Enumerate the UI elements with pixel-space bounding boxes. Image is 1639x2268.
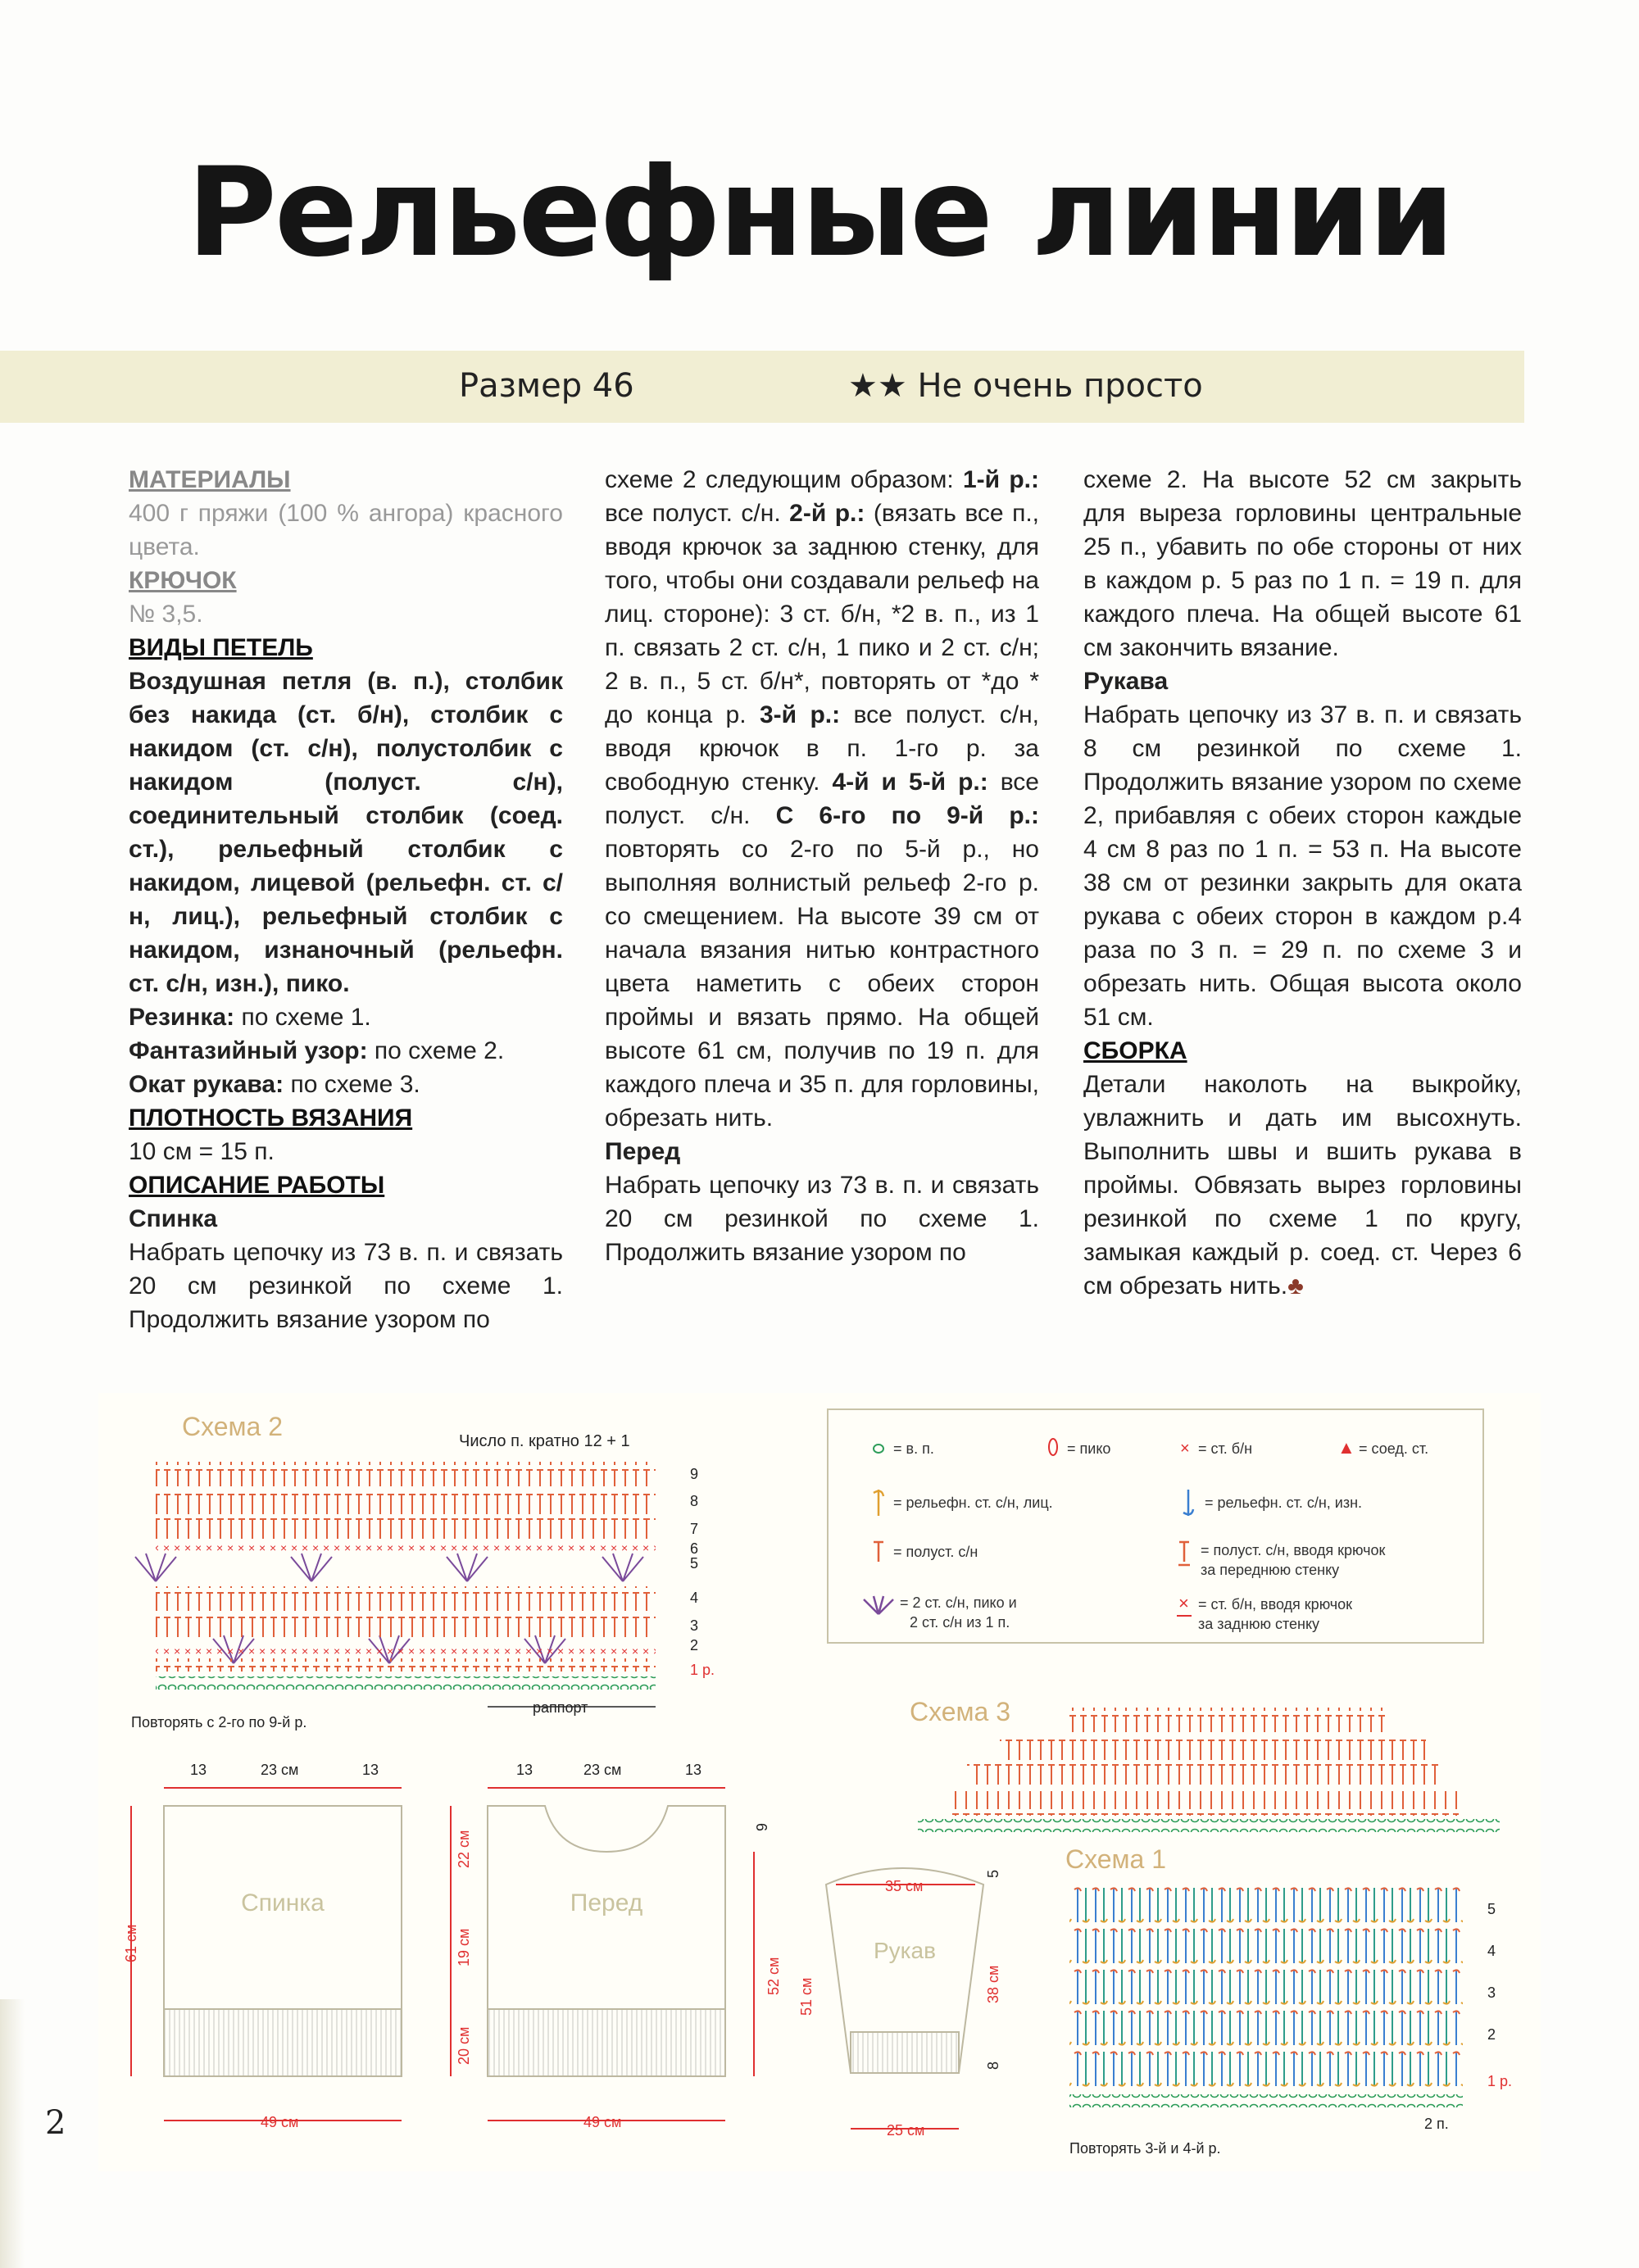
scheme-2-row-4: [156, 1586, 656, 1611]
scheme-1-chart: [1069, 1885, 1463, 2089]
diagrams-area: [98, 1393, 1541, 2171]
dimension-label: 13: [685, 1762, 702, 1778]
front-cont-text: схеме 2. На высоте 52 см закрыть для выреза горловины центральные 25 п., убавить по обе стороны от них в каждом р. 5 раз по 1 п. = 19 п. для каждого плеча. На общей высоте 61 см закончить вязание.: [1083, 466, 1522, 661]
scheme-2-row-6: [156, 1545, 656, 1560]
row-number: 5: [1487, 1901, 1496, 1917]
gauge-text: 10 см = 15 п.: [129, 1138, 275, 1165]
legend-bp: = рельефн. ст. с/н, изн.: [1205, 1495, 1363, 1511]
assembly-body: Детали наколоть на выкройку, увлажнить и дать им высохнуть. Выполнить швы и вшить рукава в проймы. Обвязать вырез горловины резинкой по схеме 1 по кругу, замыкая каждый р. соед. ст. Через 6 см обрезать нить.: [1083, 1071, 1522, 1300]
back-name: Спинка: [241, 1889, 325, 1916]
front-h20: 20 см: [456, 2026, 472, 2065]
scheme-1-note: 2 п.: [1424, 2116, 1449, 2132]
description-heading: ОПИСАНИЕ РАБОТЫ: [129, 1172, 385, 1199]
legend-shell-2: 2 ст. с/н из 1 п.: [910, 1614, 1010, 1631]
difficulty-text: Не очень просто: [917, 367, 1203, 405]
legend-chain: = в. п.: [893, 1440, 934, 1457]
slst-icon: ▲: [1337, 1437, 1355, 1458]
scheme-2-row-2: [156, 1642, 656, 1657]
info-band: [0, 351, 1524, 423]
sleeves-text: Набрать цепочку из 37 в. п. и связать 8 см резинкой по схеме 1. Продолжить вязание узором по схеме 2, прибавляя с обеих сторон каждые 4 см 8 раз по 1 п. = 53 п. На высоте 38 см от резинки закрыть для оката рукава с обеих сторон в каждом р.4 раза по 3 п. = 29 п. по схеме 3 и обрезать нить. Общая высота около 51 см.: [1083, 701, 1522, 1031]
row-label: С 6-го по 9-й р.:: [775, 802, 1039, 829]
text-run: все полуст. с/н.: [605, 769, 1039, 829]
page-number: 2: [45, 2104, 66, 2142]
scheme-2-row-7: [156, 1517, 656, 1542]
scheme-2-row-9: [156, 1462, 656, 1486]
hook-text: № 3,5.: [129, 601, 203, 628]
row-number: 2: [690, 1637, 699, 1653]
row-number: 5: [690, 1555, 699, 1572]
front-width: 49 см: [583, 2114, 622, 2130]
legend-hdc-front: = полуст. с/н, вводя крючок: [1201, 1542, 1386, 1558]
front-neck: 9: [754, 1822, 770, 1831]
legend-sc-back-2: за заднюю стенку: [1198, 1616, 1320, 1632]
gauge-heading: ПЛОТНОСТЬ ВЯЗАНИЯ: [129, 1105, 413, 1132]
front-piece: [451, 1762, 782, 2130]
front-name: Перед: [570, 1889, 643, 1916]
scheme-1-chain: [1069, 2094, 1463, 2107]
legend-sc: = ст. б/н: [1198, 1440, 1253, 1457]
stitches-text: Воздушная петля (в. п.), столбик без накида (ст. б/н), столбик с накидом (ст. с/н), полустолбик с накидом (полуст. с/н), соединительный столбик (соед. ст.), рельефный столбик с накидом, лицевой (рельефн. ст. с/н, лиц.), рельефный столбик с накидом, изнаночный (рельефн. ст. с/н, изн.), пико.: [129, 668, 563, 997]
sc-back-loop-icon: ×: [1178, 1593, 1189, 1613]
front-h22: 22 см: [456, 1830, 472, 1868]
sleeve-cap-text: по схеме 3.: [284, 1071, 420, 1098]
row-number: 7: [690, 1521, 699, 1537]
rapport-label: раппорт: [533, 1699, 588, 1716]
fancy-line: [129, 1034, 563, 1068]
scheme-2-foundation-chain: [156, 1676, 656, 1690]
dimension-label: 23 см: [583, 1762, 622, 1778]
rib-text: по схеме 1.: [234, 1004, 371, 1031]
sleeve-h51: 51 см: [798, 1977, 815, 2016]
sleeve-piece: [798, 1868, 1001, 2139]
scheme-2-multiple: Число п. кратно 12 + 1: [459, 1432, 630, 1450]
scheme-3-title: Схема 3: [910, 1697, 1011, 1726]
text-run: повторять со 2-го по 5-й р., но выполняя волнистый рельеф 2-го р. со смещением. На высоте 39 см от начала вязания нитью контрастного цвета наметить с обеих сторон проймы и вязать прямо. На общей высоте 61 см, получив по 19 п. для каждого плеча и 35 п. для горловины, обрезать нить.: [605, 836, 1039, 1132]
row-number: 1 р.: [690, 1662, 715, 1678]
scheme-2-title: Схема 2: [182, 1412, 284, 1441]
sleeve-h8: 8: [985, 2061, 1001, 2070]
dimension-label: 13: [190, 1762, 207, 1778]
row-number: 8: [690, 1493, 699, 1509]
binding-shadow: [0, 1999, 25, 2268]
scheme-1-row-numbers: [1487, 1901, 1512, 2089]
difficulty-label: [848, 367, 1203, 405]
end-mark-icon: ♣: [1287, 1272, 1304, 1300]
sleeve-width: 25 см: [887, 2122, 925, 2139]
scheme-2-row-8: [156, 1490, 656, 1514]
sleeve-cap: 5: [985, 1869, 1001, 1878]
dimension-label: 13: [362, 1762, 379, 1778]
dimension-label: 23 см: [261, 1762, 299, 1778]
scheme-2-row-1: [156, 1658, 656, 1672]
text-column-2: [605, 463, 1039, 1269]
assembly-heading: СБОРКА: [1083, 1037, 1187, 1064]
scheme-1-repeat: Повторять 3-й и 4-й р.: [1069, 2140, 1221, 2157]
front-text: Набрать цепочку из 73 в. п. и связать 20 см резинкой по схеме 1. Продолжить вязание узором по: [605, 1172, 1039, 1266]
back-width: 49 см: [261, 2114, 299, 2130]
text-run: (вязать все п., вводя крючок за заднюю стенку, для того, чтобы они создавали рельеф на лиц. стороне): 3 ст. б/н, *2 в. п., из 1 п. связать 2 ст. с/н, 1 пико и 2 ст. с/н; 2 в. п., 5 ст. б/н*, повторять от *до * до конца р.: [605, 500, 1039, 728]
fancy-label: Фантазийный узор:: [129, 1037, 368, 1064]
scheme-2-repeat-note: Повторять с 2-го по 9-й р.: [131, 1714, 307, 1730]
sleeve-h38: 38 см: [985, 1965, 1001, 2003]
sleeve-h52: 52 см: [765, 1957, 782, 1995]
text-run: все полуст. с/н, вводя крючок в п. 1-го р. за свободную стенку.: [605, 701, 1040, 796]
front-h19: 19 см: [456, 1928, 472, 1966]
scheme-1-title: Схема 1: [1065, 1844, 1167, 1874]
sleeves-heading: Рукава: [1083, 668, 1169, 695]
hook-heading: КРЮЧОК: [129, 567, 237, 594]
sleeve-cap-label: Окат рукава:: [129, 1071, 284, 1098]
difficulty-stars: ★★: [848, 367, 907, 405]
row-number: 2: [1487, 2026, 1496, 2043]
scheme-2-row-3: [156, 1614, 656, 1639]
text-run: схеме 2 следующим образом:: [605, 466, 963, 493]
row-number: 9: [690, 1466, 699, 1482]
row-number: 3: [1487, 1984, 1496, 2001]
row-label: 2-й р.:: [789, 500, 865, 527]
row-label: 3-й р.:: [759, 701, 841, 728]
sleeve-cap-line: [129, 1068, 563, 1101]
text-run: все полуст. с/н.: [605, 500, 790, 527]
page-title: Рельефные линии: [187, 142, 1452, 284]
front-heading: Перед: [605, 1138, 681, 1165]
back-heading: Спинка: [129, 1205, 218, 1232]
sc-icon: ×: [1180, 1440, 1190, 1458]
row-number: 3: [690, 1617, 699, 1634]
legend-sc-back: = ст. б/н, вводя крючок: [1198, 1596, 1353, 1613]
row-label: 4-й и 5-й р.:: [832, 769, 988, 796]
pattern-rows-text: [605, 463, 1039, 1135]
sleeve-top: 35 см: [885, 1878, 924, 1894]
text-column-3: [1083, 463, 1522, 1303]
rib-label: Резинка:: [129, 1004, 235, 1031]
legend-shell-1: = 2 ст. с/н, пико и: [900, 1594, 1017, 1611]
materials-text: 400 г пряжи (100 % ангора) красного цвета.: [129, 500, 563, 560]
legend-hdc-front-2: за переднюю стенку: [1201, 1562, 1340, 1578]
dimension-label: 13: [516, 1762, 533, 1778]
scheme-2-row-numbers: [690, 1466, 715, 1678]
stitches-heading: ВИДЫ ПЕТЕЛЬ: [129, 634, 313, 661]
text-column-1: [129, 463, 563, 1336]
fancy-text: по схеме 2.: [367, 1037, 505, 1064]
legend-hdc: = полуст. с/н: [893, 1544, 978, 1560]
rib-line: [129, 1000, 563, 1034]
sleeve-name: Рукав: [874, 1938, 936, 1963]
back-piece: [123, 1762, 402, 2130]
row-number: 6: [690, 1540, 699, 1557]
materials-heading: МАТЕРИАЛЫ: [129, 466, 291, 493]
legend-picot: = пико: [1067, 1440, 1111, 1457]
back-height: 61 см: [123, 1924, 139, 1962]
row-number: 4: [1487, 1943, 1496, 1959]
row-number: 4: [690, 1590, 699, 1606]
legend-slst: = соед. ст.: [1359, 1440, 1429, 1457]
row-number: 1 р.: [1487, 2073, 1513, 2089]
size-label: Размер 46: [459, 367, 634, 405]
back-text: Набрать цепочку из 73 в. п. и связать 20 см резинкой по схеме 1. Продолжить вязание узором по: [129, 1239, 563, 1333]
legend-fp: = рельефн. ст. с/н, лиц.: [893, 1495, 1053, 1511]
assembly-text: [1083, 1068, 1522, 1303]
row-label: 1-й р.:: [962, 466, 1039, 493]
